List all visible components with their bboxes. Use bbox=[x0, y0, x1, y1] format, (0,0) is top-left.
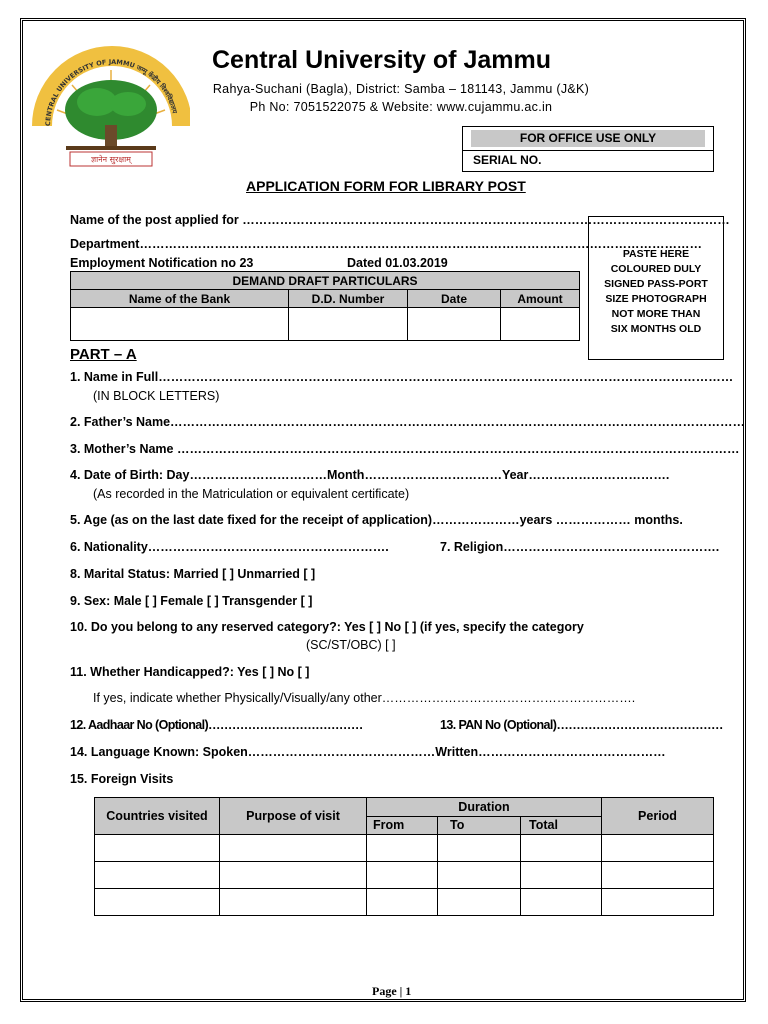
name-field[interactable]: 1. Name in Full………………………………………………………………………………………………………………………… bbox=[70, 370, 734, 384]
serial-no-field[interactable]: SERIAL NO. bbox=[463, 150, 713, 171]
photo-text-line: SIX MONTHS OLD bbox=[610, 323, 702, 335]
fv-cell[interactable] bbox=[521, 889, 602, 916]
fv-cell[interactable] bbox=[438, 889, 521, 916]
logo-ring-text: CENTRAL UNIVERSITY OF JAMMU जम्मू केंद्रीय विश्वविद्यालय bbox=[43, 57, 179, 127]
pan-field[interactable]: 13. PAN No (Optional)…………………………………… bbox=[440, 718, 723, 732]
fv-cell[interactable] bbox=[521, 862, 602, 889]
part-a-heading: PART – A bbox=[70, 346, 137, 363]
fv-col-total: Total bbox=[521, 816, 602, 835]
handicapped-field[interactable]: 11. Whether Handicapped?: Yes [ ] No [ ] bbox=[70, 665, 310, 679]
fv-cell[interactable] bbox=[95, 835, 220, 862]
foreign-visits-heading: 15. Foreign Visits bbox=[70, 772, 174, 786]
photo-text-line: COLOURED DULY bbox=[610, 263, 702, 275]
sex-field[interactable]: 9. Sex: Male [ ] Female [ ] Transgender [ ] bbox=[70, 594, 313, 608]
marital-status-field[interactable]: 8. Marital Status: Married [ ] Unmarried [ ] bbox=[70, 567, 316, 581]
dd-number-cell[interactable] bbox=[289, 308, 408, 341]
photo-text-line: PASTE HERE bbox=[622, 248, 690, 260]
form-title: APPLICATION FORM FOR LIBRARY POST bbox=[246, 178, 526, 194]
photo-text-line: SIGNED PASS-PORT bbox=[604, 278, 708, 290]
fv-col-from: From bbox=[367, 816, 438, 835]
dd-bank-cell[interactable] bbox=[71, 308, 289, 341]
fv-cell[interactable] bbox=[438, 862, 521, 889]
office-use-title: FOR OFFICE USE ONLY bbox=[471, 130, 705, 147]
fv-cell[interactable] bbox=[367, 889, 438, 916]
age-field[interactable]: 5. Age (as on the last date fixed for the receipt of application)…………………years ……………… months. bbox=[70, 513, 683, 527]
dd-col-date: Date bbox=[408, 290, 501, 308]
table-row bbox=[95, 835, 714, 862]
demand-draft-caption: DEMAND DRAFT PARTICULARS bbox=[71, 272, 580, 290]
father-name-field[interactable]: 2. Father’s Name………………………………………………………………………………………………………………………… bbox=[70, 415, 746, 429]
fv-col-purpose: Purpose of visit bbox=[220, 798, 367, 835]
fv-cell[interactable] bbox=[602, 889, 714, 916]
aadhaar-field[interactable]: 12. Aadhaar No (Optional)………………………………… bbox=[70, 718, 363, 732]
fv-cell[interactable] bbox=[220, 889, 367, 916]
fv-cell[interactable] bbox=[367, 862, 438, 889]
dd-col-number: D.D. Number bbox=[289, 290, 408, 308]
dd-amount-cell[interactable] bbox=[501, 308, 580, 341]
fv-cell[interactable] bbox=[602, 835, 714, 862]
dd-col-amount: Amount bbox=[501, 290, 580, 308]
table-row bbox=[95, 862, 714, 889]
page-number: Page | 1 bbox=[372, 984, 412, 998]
department-field[interactable]: Department……………………………………………………………………………………………………………………… bbox=[70, 237, 702, 251]
contact-line: Ph No: 7051522075 & Website: www.cujammu.ac.in bbox=[249, 100, 553, 114]
dd-date-cell[interactable] bbox=[408, 308, 501, 341]
nationality-field[interactable]: 6. Nationality…………………………………………………. bbox=[70, 540, 389, 554]
demand-draft-table bbox=[70, 271, 580, 341]
fv-cell[interactable] bbox=[220, 862, 367, 889]
handicap-type-field[interactable]: If yes, indicate whether Physically/Visually/any other……………………………………………………. bbox=[93, 691, 636, 705]
fv-col-period: Period bbox=[602, 798, 714, 835]
fv-col-to: To bbox=[438, 816, 521, 835]
university-name: Central University of Jammu bbox=[212, 46, 551, 74]
notification-number: Employment Notification no 23 bbox=[70, 256, 254, 270]
dd-col-bank: Name of the Bank bbox=[71, 290, 289, 308]
notification-date: Dated 01.03.2019 bbox=[347, 256, 448, 270]
foreign-visits-table bbox=[94, 797, 714, 916]
logo-motto: ज्ञानेन सुरक्षाम् bbox=[91, 155, 131, 164]
address-line: Rahya-Suchani (Bagla), District: Samba – 181143, Jammu (J&K) bbox=[212, 82, 590, 96]
language-field[interactable]: 14. Language Known: Spoken………………………………………Written……………………………………… bbox=[70, 745, 666, 759]
fv-cell[interactable] bbox=[521, 835, 602, 862]
fv-col-countries: Countries visited bbox=[95, 798, 220, 835]
dob-note: (As recorded in the Matriculation or equivalent certificate) bbox=[93, 487, 410, 501]
post-applied-field[interactable]: Name of the post applied for ……………………………………………………………………………………………………… bbox=[70, 213, 730, 227]
office-use-box bbox=[462, 126, 714, 172]
university-logo bbox=[32, 40, 190, 180]
fv-col-duration: Duration bbox=[367, 798, 602, 817]
fv-cell[interactable] bbox=[95, 862, 220, 889]
fv-cell[interactable] bbox=[602, 862, 714, 889]
fv-cell[interactable] bbox=[438, 835, 521, 862]
photo-text-line: NOT MORE THAN bbox=[611, 308, 701, 320]
category-specify-field[interactable]: (SC/ST/OBC) [ ] bbox=[306, 638, 396, 652]
reserved-category-field[interactable]: 10. Do you belong to any reserved category?: Yes [ ] No [ ] (if yes, specify the category bbox=[70, 620, 584, 634]
fv-cell[interactable] bbox=[95, 889, 220, 916]
photo-box[interactable] bbox=[588, 216, 724, 360]
table-row bbox=[95, 889, 714, 916]
mother-name-field[interactable]: 3. Mother’s Name ……………………………………………………………………………………………………………………… bbox=[70, 442, 740, 456]
university-address bbox=[196, 80, 606, 116]
fv-cell[interactable] bbox=[220, 835, 367, 862]
photo-text-line: SIZE PHOTOGRAPH bbox=[605, 293, 707, 305]
fv-cell[interactable] bbox=[367, 835, 438, 862]
religion-field[interactable]: 7. Religion……………………………………………. bbox=[440, 540, 720, 554]
block-letters-note: (IN BLOCK LETTERS) bbox=[93, 389, 220, 403]
dob-field[interactable]: 4. Date of Birth: Day……………………………Month……………………………Year……………………………. bbox=[70, 468, 670, 482]
